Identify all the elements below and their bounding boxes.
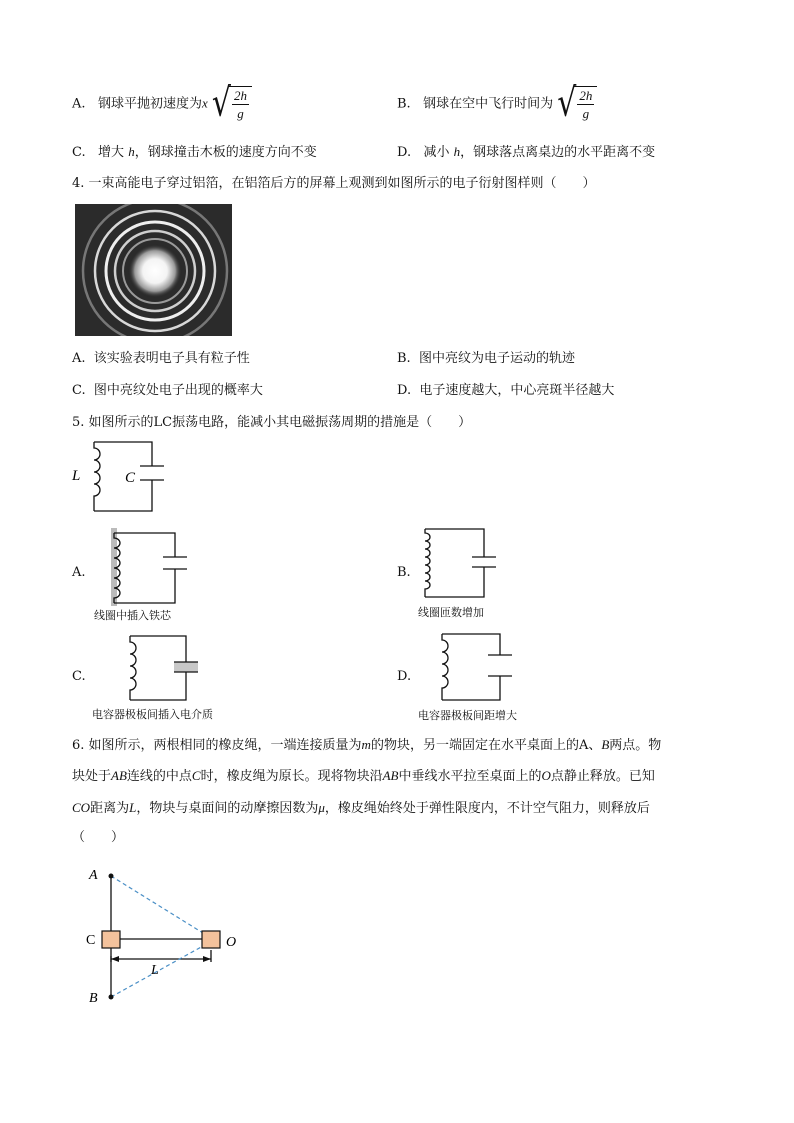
option-text: 增大: [98, 145, 125, 160]
option-text: ，钢球落点离桌边的水平距离不变: [460, 145, 656, 160]
stem-text: 时，橡皮绳为原长。现将物块沿: [200, 769, 383, 784]
inductor-label: L: [72, 468, 81, 484]
lc-circuit-diagram: [70, 436, 180, 518]
q3-option-a: [72, 80, 252, 127]
q6-stem-line3: [72, 799, 650, 818]
stem-text: 6. 如图所示，两根相同的橡皮绳，一端连接质量为: [72, 738, 362, 753]
stem-var: μ: [318, 800, 325, 815]
option-text: 图中亮纹处电子出现的概率大: [93, 383, 263, 398]
option-text: 该实验表明电子具有粒子性: [93, 351, 250, 366]
q5-option-a-circuit: [95, 528, 195, 606]
option-var: h: [128, 144, 135, 159]
stem-text: 中垂线水平拉至桌面上的: [398, 769, 542, 784]
q5-option-c-caption: 电容器极板间插入电介质: [92, 708, 213, 721]
rubber-band-diagram: [80, 862, 250, 1010]
stem-text: 连线的中点: [126, 769, 192, 784]
q4-option-a: [72, 350, 250, 368]
stem-var: m: [361, 737, 371, 752]
stem-text: 的物块，另一端固定在水平桌面上的A、: [370, 738, 602, 753]
option-label: B.: [397, 351, 411, 366]
stem-text: 两点。物: [609, 738, 662, 753]
option-label: C.: [72, 145, 86, 160]
q5-option-b-caption: 线圈匝数增加: [418, 606, 484, 619]
sqrt-fraction: [557, 80, 597, 127]
option-text: ，钢球撞击木板的速度方向不变: [134, 145, 317, 160]
option-label: C.: [72, 383, 86, 398]
q5-option-b-label: B.: [397, 565, 411, 580]
q3-option-c: [72, 143, 317, 162]
option-label: D.: [397, 383, 412, 398]
q6-stem-line4: （ ）: [72, 830, 125, 845]
q5-option-b-circuit: [418, 525, 498, 601]
fraction-numerator: 2h: [234, 88, 247, 103]
q4-option-d: [397, 382, 614, 400]
stem-var: AB: [382, 768, 399, 783]
option-text: 电子速度越大，中心亮斑半径越大: [419, 383, 615, 398]
stem-text: ，物块与桌面间的动摩擦因数为: [136, 801, 319, 816]
stem-text: ，橡皮绳始终处于弹性限度内，不计空气阻力，则释放后: [324, 801, 650, 816]
q4-stem: 4. 一束高能电子穿过铝箔，在铝箔后方的屏幕上观测到如图所示的电子衍射图样则（ ）: [72, 176, 596, 191]
q5-option-d-circuit: [430, 630, 520, 704]
q3-option-d: [397, 143, 655, 162]
q4-option-b: [397, 350, 575, 368]
option-text: 减小: [423, 145, 450, 160]
q3-option-b: [397, 80, 597, 127]
fraction-numerator: 2h: [579, 88, 593, 103]
point-c-label: C: [86, 933, 96, 948]
stem-text: 点静止释放。已知: [550, 769, 655, 784]
option-text: 钢球平抛初速度为: [97, 96, 202, 112]
stem-text: 块处于: [72, 769, 112, 784]
q5-option-c-label: C.: [72, 669, 86, 684]
q4-option-c: [72, 382, 263, 400]
q5-option-a-label: A.: [72, 565, 86, 580]
option-label: A.: [72, 96, 86, 112]
option-label: A.: [72, 351, 86, 366]
stem-var: CO: [72, 800, 91, 815]
q5-option-a-caption: 线圈中插入铁芯: [94, 609, 171, 622]
q6-stem-line1: [72, 736, 661, 755]
stem-var: C: [191, 768, 201, 783]
point-a-label: A: [89, 868, 98, 883]
stem-var: AB: [111, 768, 127, 783]
option-label: B.: [397, 96, 411, 112]
fraction-denominator: g: [582, 106, 590, 121]
distance-l-label: L: [151, 963, 159, 978]
stem-text: 距离为: [90, 801, 130, 816]
capacitor-label: C: [125, 470, 136, 486]
stem-var: B: [601, 737, 610, 752]
stem-var: L: [129, 800, 137, 815]
point-o-label: O: [226, 935, 237, 950]
option-var: x: [201, 95, 208, 111]
option-label: D.: [397, 145, 412, 160]
fraction-denominator: g: [237, 106, 244, 121]
sqrt-fraction: [211, 80, 252, 127]
q6-stem-line2: [72, 767, 655, 786]
q5-option-c-circuit: [118, 632, 202, 704]
point-b-label: B: [89, 991, 98, 1006]
electron-diffraction-image: [75, 204, 232, 336]
sqrt-icon: √: [211, 80, 231, 127]
q5-option-d-caption: 电容器极板间距增大: [418, 709, 517, 722]
option-text: 钢球在空中飞行时间为: [423, 96, 554, 112]
sqrt-icon: √: [557, 80, 577, 127]
stem-var: O: [541, 768, 551, 783]
option-text: 图中亮纹为电子运动的轨迹: [418, 351, 575, 366]
q5-option-d-label: D.: [397, 669, 412, 684]
q5-stem: 5. 如图所示的LC振荡电路，能减小其电磁振荡周期的措施是（ ）: [72, 415, 472, 430]
option-var: h: [453, 144, 461, 159]
